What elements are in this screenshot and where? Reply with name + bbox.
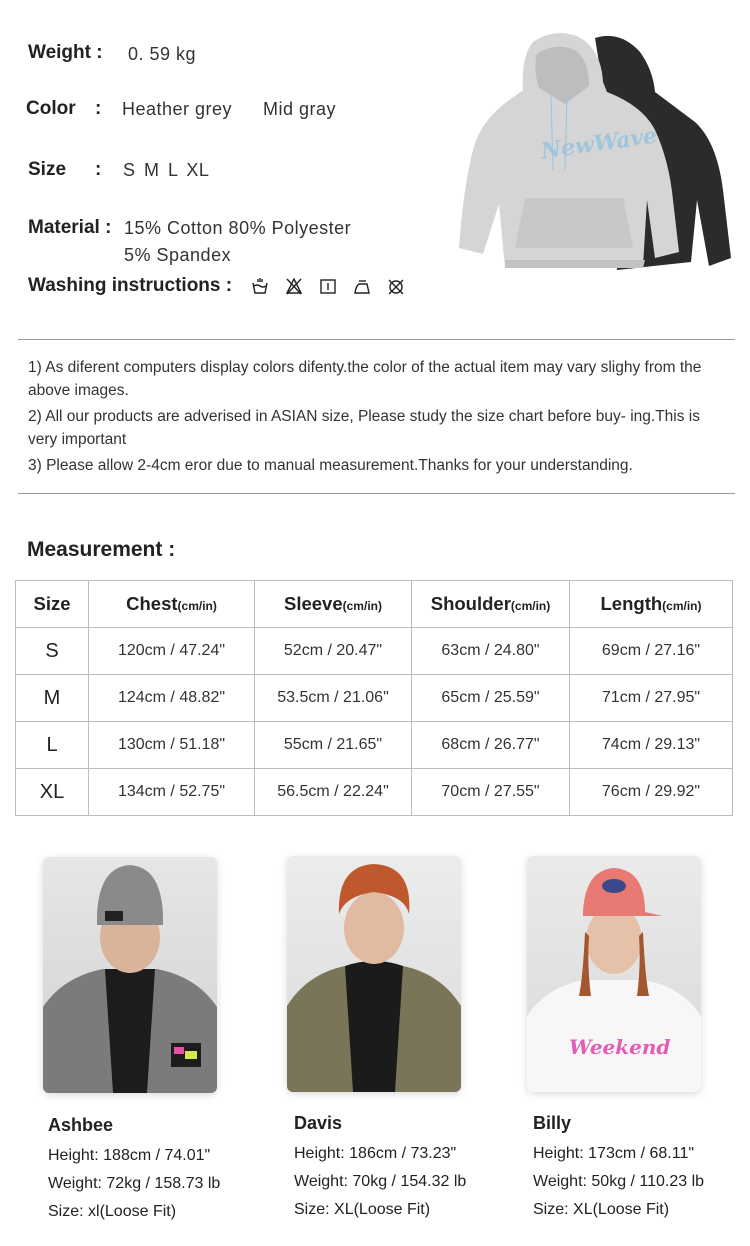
row-length: 74cm / 29.13": [570, 722, 733, 769]
row-size: L: [16, 722, 89, 769]
model-height-billy: Height: 173cm / 68.11": [533, 1145, 695, 1162]
note-3: 3) Please allow 2-4cm eror due to manual measurement.Thanks for your understanding.: [28, 457, 633, 474]
row-size: S: [16, 628, 89, 675]
color-label: Color: [26, 98, 76, 119]
size-values: S M L XL: [123, 160, 210, 180]
table-row: [16, 675, 733, 722]
table-row: [16, 722, 733, 769]
model-weight-billy: Weight: 50kg / 110.23 lb: [533, 1173, 705, 1190]
iron-icon: [355, 281, 369, 293]
model-size-ashbee: Size: xl(Loose Fit): [48, 1203, 177, 1220]
model-name-billy: Billy: [533, 1113, 572, 1133]
note-1: 1) As diferent computers display colors difenty.the color of the actual item may vary slighy from the above images.: [28, 359, 702, 399]
row-sleeve: 52cm / 20.47": [255, 628, 412, 675]
color-separator: :: [95, 98, 102, 119]
row-size: M: [16, 675, 89, 722]
row-length: 69cm / 27.16": [570, 628, 733, 675]
no-bleach-icon: [287, 279, 301, 294]
model-size-billy: Size: XL(Loose Fit): [533, 1201, 670, 1218]
billy-shirt-print: Weekend: [569, 1035, 671, 1059]
header-size: Size: [16, 581, 89, 628]
row-chest: 120cm / 47.24": [89, 628, 255, 675]
washing-icons: [252, 278, 412, 296]
row-shoulder: 70cm / 27.55": [412, 769, 570, 816]
hand-wash-icon: [253, 278, 267, 293]
model-photo-ashbee: [43, 857, 217, 1093]
model-photo-billy: [527, 856, 701, 1092]
row-length: 76cm / 29.92": [570, 769, 733, 816]
row-shoulder: 63cm / 24.80": [412, 628, 570, 675]
row-shoulder: 65cm / 25.59": [412, 675, 570, 722]
row-size: XL: [16, 769, 89, 816]
note-2: 2) All our products are adverised in ASIAN size, Please study the size chart before buy- ing.This is very important: [28, 408, 700, 448]
header-sleeve: Sleeve(cm/in): [255, 581, 412, 628]
row-sleeve: 53.5cm / 21.06": [255, 675, 412, 722]
table-header-row: [16, 581, 733, 628]
model-name-ashbee: Ashbee: [48, 1115, 114, 1135]
measurement-table: [15, 580, 733, 816]
no-dry-clean-icon: [389, 280, 403, 294]
weight-value: 0. 59 kg: [128, 44, 197, 64]
table-row: [16, 628, 733, 675]
material-line-1: 15% Cotton 80% Polyester: [124, 218, 352, 238]
material-line-2: 5% Spandex: [124, 245, 232, 265]
weight-label: Weight :: [28, 42, 103, 63]
header-chest: Chest(cm/in): [89, 581, 255, 628]
header-shoulder: Shoulder(cm/in): [412, 581, 570, 628]
hoodie-product-image: [455, 30, 735, 275]
model-weight-davis: Weight: 70kg / 154.32 lb: [294, 1173, 467, 1190]
row-shoulder: 68cm / 26.77": [412, 722, 570, 769]
row-chest: 124cm / 48.82": [89, 675, 255, 722]
measurement-title: Measurement :: [27, 538, 176, 561]
divider-top: [18, 339, 735, 340]
hoodie-print-text: NewWave: [539, 122, 659, 165]
model-size-davis: Size: XL(Loose Fit): [294, 1201, 431, 1218]
color-value-heather-grey: Heather grey: [122, 99, 233, 119]
tumble-dry-icon: [321, 280, 335, 293]
model-name-davis: Davis: [294, 1113, 343, 1133]
row-chest: 134cm / 52.75": [89, 769, 255, 816]
size-separator: :: [95, 159, 102, 180]
model-height-ashbee: Height: 188cm / 74.01": [48, 1147, 211, 1164]
washing-label: Washing instructions :: [28, 275, 233, 296]
model-photo-davis: [287, 856, 461, 1092]
model-weight-ashbee: Weight: 72kg / 158.73 lb: [48, 1175, 221, 1192]
color-value-mid-gray: Mid gray: [263, 99, 337, 119]
material-label: Material :: [28, 217, 112, 238]
table-row: [16, 769, 733, 816]
row-sleeve: 56.5cm / 22.24": [255, 769, 412, 816]
size-label: Size: [28, 159, 67, 180]
header-length: Length(cm/in): [570, 581, 733, 628]
row-length: 71cm / 27.95": [570, 675, 733, 722]
row-sleeve: 55cm / 21.65": [255, 722, 412, 769]
divider-bottom: [18, 493, 735, 494]
model-height-davis: Height: 186cm / 73.23": [294, 1145, 457, 1162]
row-chest: 130cm / 51.18": [89, 722, 255, 769]
